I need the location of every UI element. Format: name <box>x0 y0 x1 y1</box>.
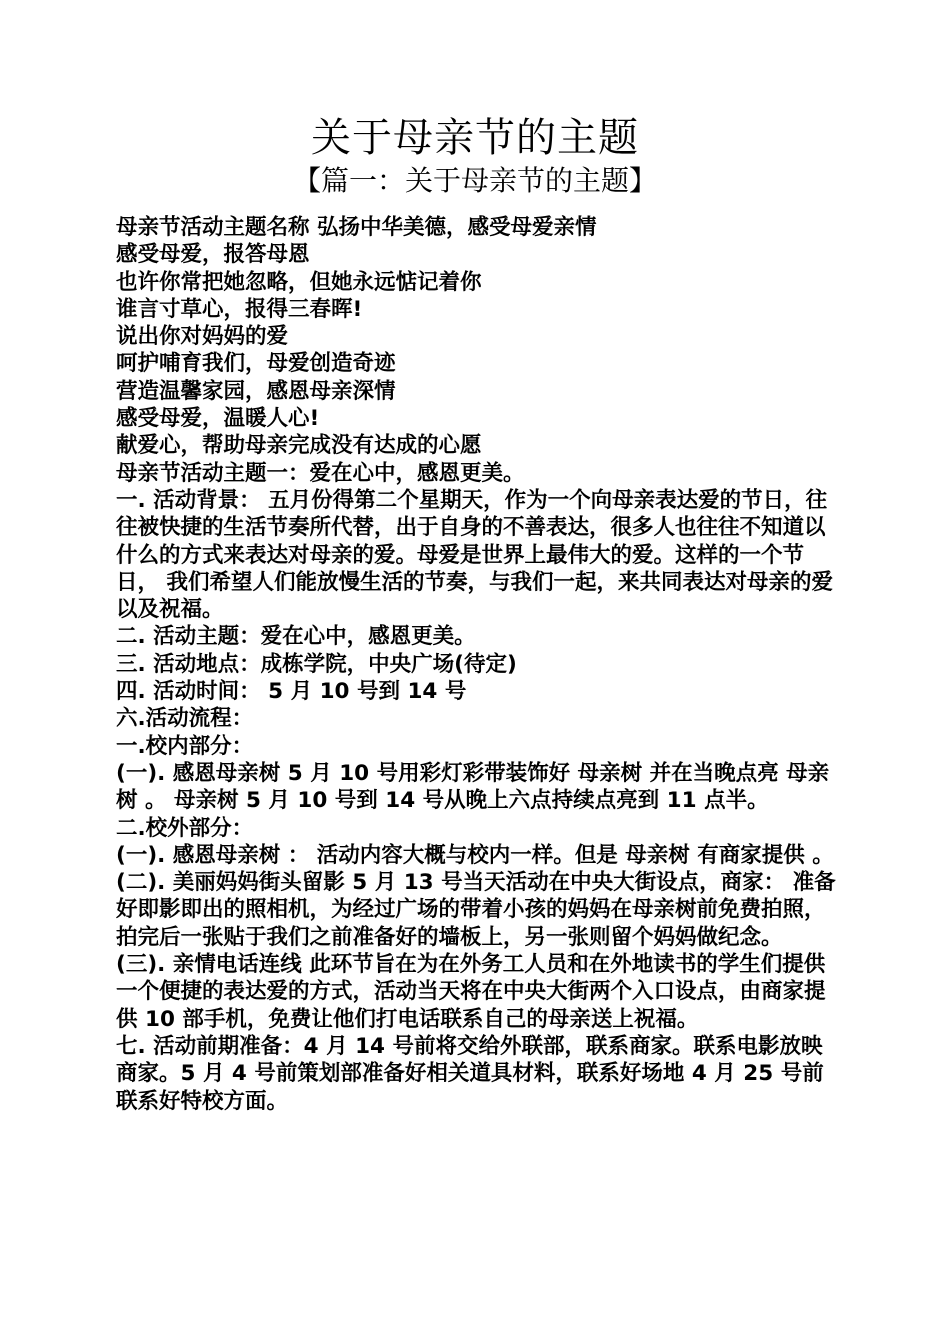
paragraph: 感受母爱，温暖人心! <box>116 406 320 432</box>
paragraph: 说出你对妈妈的爱 <box>116 324 289 350</box>
paragraph: 谁言寸草心，报得三春晖! <box>116 296 363 322</box>
paragraph: 一.校内部分： <box>116 733 254 759</box>
paragraph: (一). 感恩母亲树 5 月 10 号用彩灯彩带装饰好 母亲树 并在当晚点亮 母亲树 。 母亲树 5 月 10 号到 14 号从晚上六点持续点亮到 11 点半。 <box>116 760 830 814</box>
paragraph: 母亲节活动主题名称 弘扬中华美德，感受母爱亲情 <box>116 215 597 240</box>
paragraph: (二). 美丽妈妈街头留影 5 月 13 号当天活动在中央大街设点，商家： 准备好即影即出的照相机，为经过广场的带着小孩的妈妈在母亲树前免费拍照， 拍完后一张贴于我们之前准备好的墙板上，另一张则留个妈妈做纪念。 <box>116 870 836 950</box>
paragraph: 三. 活动地点：成栋学院，中央广场(待定) <box>116 651 517 677</box>
paragraph: 呵护哺育我们，母爱创造奇迹 <box>116 351 396 377</box>
document-subtitle: 【篇一：关于母亲节的主题】 <box>292 164 657 197</box>
paragraph: 营造温馨家园，感恩母亲深情 <box>116 378 396 404</box>
paragraph: (三). 亲情电话连线 此环节旨在为在外务工人员和在外地读书的学生们提供一个便捷的表达爱的方式，活动当天将在中央大街两个入口设点，由商家提供 10 部手机，免费让他们打电话联系自己的母亲送上祝福。 <box>116 952 826 1032</box>
paragraph: 七. 活动前期准备：4 月 14 号前将交给外联部，联系商家。联系电影放映商家。5 月 4 号前策划部准备好相关道具材料，联系好场地 4 月 25 号前联系好特校方面。 <box>116 1033 824 1114</box>
document-title: 关于母亲节的主题 <box>311 115 639 161</box>
paragraph: 感受母爱，报答母恩 <box>116 242 310 268</box>
document-body <box>116 214 838 1115</box>
paragraph: (一). 感恩母亲树 ： 活动内容大概与校内一样。但是 母亲树 有商家提供 。 <box>116 842 834 868</box>
paragraph: 二.校外部分： <box>116 815 254 841</box>
paragraph: 二. 活动主题：爱在心中，感恩更美。 <box>116 624 476 650</box>
paragraph: 一. 活动背景： 五月份得第二个星期天，作为一个向母亲表达爱的节日，往往被快捷的生活节奏所代替，出于自身的不善表达，很多人也往往不知道以什么的方式来表达对母亲的爱。母爱是世界上最伟大的爱。这样的一个节日， 我们希望人们能放慢生活的节奏，与我们一起，来共同表达对母亲的爱以及祝福。 <box>116 487 833 623</box>
paragraph: 也许你常把她忽略，但她永远惦记着你 <box>116 269 482 295</box>
paragraph: 六.活动流程： <box>116 706 254 732</box>
paragraph: 献爱心，帮助母亲完成没有达成的心愿 <box>116 433 482 459</box>
paragraph: 四. 活动时间： 5 月 10 号到 14 号 <box>116 679 467 705</box>
paragraph: 母亲节活动主题一：爱在心中，感恩更美。 <box>116 460 525 486</box>
